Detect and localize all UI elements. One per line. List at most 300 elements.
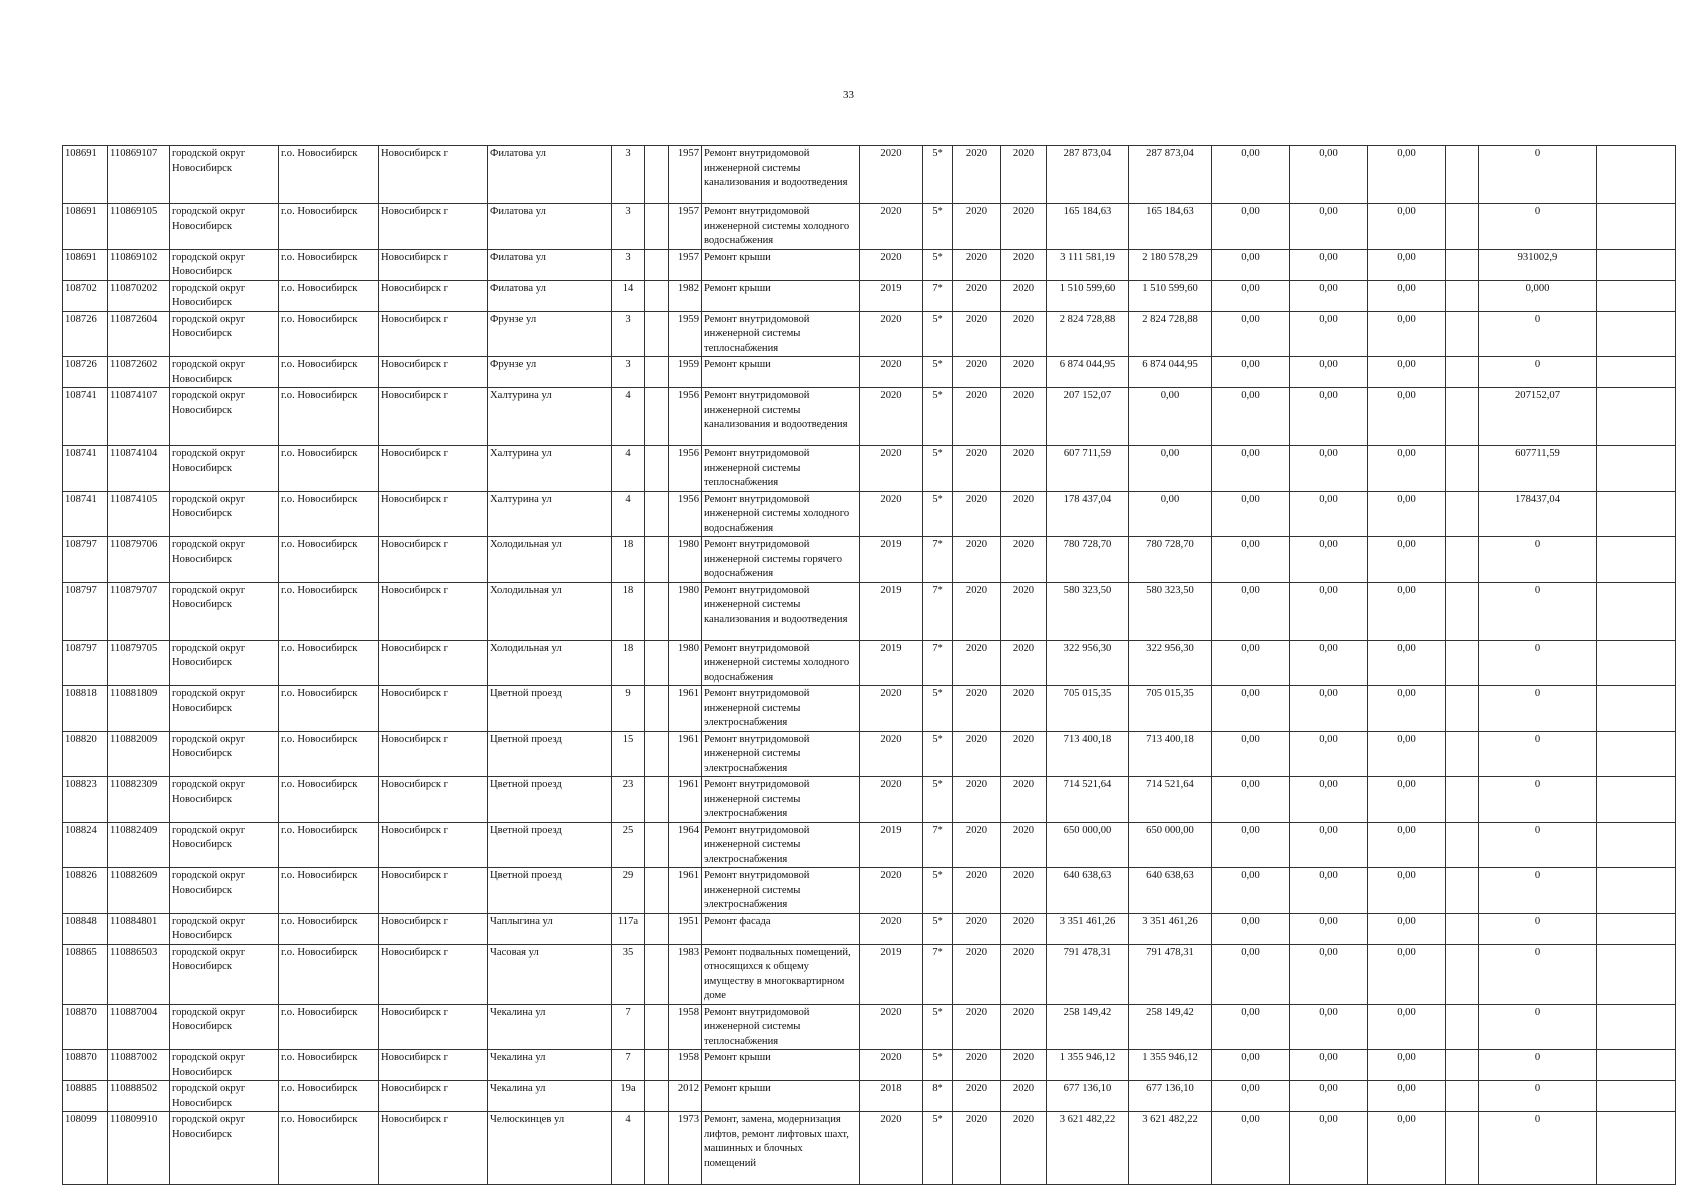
cell-category: 7* [923,537,953,583]
cell-regional-funds: 0,00 [1290,868,1368,914]
cell-total-cost: 713 400,18 [1047,731,1129,777]
cell-locality: Новосибирск г [379,582,488,640]
cell-owner-funds: 0 [1479,640,1597,686]
cell-building [645,311,669,357]
cell-year-built: 1961 [669,686,702,732]
cell-extra [1597,388,1676,446]
cell-locality: Новосибирск г [379,357,488,388]
cell-building [645,537,669,583]
cell-regional-funds: 0,00 [1290,537,1368,583]
cell-municipality: городской округ Новосибирск [170,582,279,640]
cell-plan-year: 2020 [860,777,923,823]
table-row [63,686,1676,732]
cell-year-built: 1964 [669,822,702,868]
cell-plan-year: 2019 [860,280,923,311]
cell-reserve [1446,777,1479,823]
cell-federal-funds: 0,00 [1212,249,1290,280]
cell-work-type: Ремонт внутридомовой инженерной системы холодного водоснабжения [702,204,860,250]
cell-fias-code: 108870 [63,1004,108,1050]
cell-house-number: 18 [612,640,645,686]
cell-end-year: 2020 [1001,249,1047,280]
cell-start-year: 2020 [953,280,1001,311]
cell-house-id: 110869102 [108,249,170,280]
cell-total-cost: 165 184,63 [1047,204,1129,250]
cell-house-id: 110879706 [108,537,170,583]
cell-work-type: Ремонт внутридомовой инженерной системы холодного водоснабжения [702,640,860,686]
table-row [63,204,1676,250]
cell-municipality: городской округ Новосибирск [170,731,279,777]
cell-total-cost: 1 355 946,12 [1047,1050,1129,1081]
cell-municipality: городской округ Новосибирск [170,777,279,823]
cell-plan-year: 2020 [860,357,923,388]
cell-federal-funds: 0,00 [1212,280,1290,311]
cell-federal-funds: 0,00 [1212,913,1290,944]
cell-building [645,146,669,204]
cell-building [645,731,669,777]
cell-work-type: Ремонт внутридомовой инженерной системы горячего водоснабжения [702,537,860,583]
cell-municipality: городской округ Новосибирск [170,357,279,388]
cell-locality: Новосибирск г [379,311,488,357]
cell-municipality: городской округ Новосибирск [170,822,279,868]
cell-local-funds: 0,00 [1368,1081,1446,1112]
cell-reserve [1446,311,1479,357]
cell-fias-code: 108870 [63,1050,108,1081]
cell-locality: Новосибирск г [379,446,488,492]
cell-year-built: 1957 [669,146,702,204]
cell-district: г.о. Новосибирск [279,388,379,446]
cell-house-id: 110874104 [108,446,170,492]
cell-district: г.о. Новосибирск [279,249,379,280]
cell-fund-cost: 2 180 578,29 [1129,249,1212,280]
cell-district: г.о. Новосибирск [279,311,379,357]
cell-street: Филатова ул [488,280,612,311]
cell-house-id: 110872602 [108,357,170,388]
cell-extra [1597,146,1676,204]
cell-street: Цветной проезд [488,868,612,914]
cell-fias-code: 108691 [63,204,108,250]
cell-extra [1597,944,1676,1004]
cell-fias-code: 108726 [63,357,108,388]
cell-end-year: 2020 [1001,311,1047,357]
cell-municipality: городской округ Новосибирск [170,146,279,204]
cell-house-number: 9 [612,686,645,732]
cell-plan-year: 2020 [860,388,923,446]
cell-local-funds: 0,00 [1368,446,1446,492]
cell-house-id: 110872604 [108,311,170,357]
cell-category: 5* [923,446,953,492]
cell-fias-code: 108823 [63,777,108,823]
cell-year-built: 1983 [669,944,702,1004]
cell-municipality: городской округ Новосибирск [170,280,279,311]
cell-plan-year: 2020 [860,1050,923,1081]
cell-building [645,822,669,868]
cell-category: 5* [923,491,953,537]
cell-reserve [1446,731,1479,777]
cell-start-year: 2020 [953,491,1001,537]
cell-locality: Новосибирск г [379,146,488,204]
cell-year-built: 1956 [669,491,702,537]
cell-municipality: городской округ Новосибирск [170,868,279,914]
cell-extra [1597,640,1676,686]
cell-municipality: городской округ Новосибирск [170,1081,279,1112]
cell-start-year: 2020 [953,582,1001,640]
cell-fias-code: 108848 [63,913,108,944]
cell-end-year: 2020 [1001,1081,1047,1112]
cell-house-number: 3 [612,249,645,280]
cell-house-id: 110882609 [108,868,170,914]
cell-house-number: 4 [612,1112,645,1185]
cell-category: 5* [923,388,953,446]
cell-locality: Новосибирск г [379,686,488,732]
cell-regional-funds: 0,00 [1290,1004,1368,1050]
table-row [63,582,1676,640]
cell-regional-funds: 0,00 [1290,913,1368,944]
cell-district: г.о. Новосибирск [279,1112,379,1185]
cell-building [645,944,669,1004]
table-row [63,640,1676,686]
cell-total-cost: 607 711,59 [1047,446,1129,492]
cell-reserve [1446,640,1479,686]
cell-total-cost: 6 874 044,95 [1047,357,1129,388]
cell-district: г.о. Новосибирск [279,1004,379,1050]
cell-owner-funds: 0 [1479,357,1597,388]
cell-local-funds: 0,00 [1368,686,1446,732]
cell-locality: Новосибирск г [379,731,488,777]
cell-municipality: городской округ Новосибирск [170,204,279,250]
cell-locality: Новосибирск г [379,944,488,1004]
cell-federal-funds: 0,00 [1212,491,1290,537]
cell-category: 5* [923,868,953,914]
cell-category: 7* [923,280,953,311]
cell-fias-code: 108797 [63,640,108,686]
cell-fund-cost: 705 015,35 [1129,686,1212,732]
cell-year-built: 1980 [669,640,702,686]
cell-extra [1597,582,1676,640]
cell-house-id: 110870202 [108,280,170,311]
cell-fund-cost: 165 184,63 [1129,204,1212,250]
cell-fias-code: 108691 [63,146,108,204]
cell-street: Цветной проезд [488,686,612,732]
cell-locality: Новосибирск г [379,913,488,944]
cell-fias-code: 108741 [63,446,108,492]
cell-fias-code: 108824 [63,822,108,868]
cell-local-funds: 0,00 [1368,913,1446,944]
cell-regional-funds: 0,00 [1290,1081,1368,1112]
cell-fias-code: 108691 [63,249,108,280]
cell-municipality: городской округ Новосибирск [170,1004,279,1050]
cell-local-funds: 0,00 [1368,868,1446,914]
cell-street: Холодильная ул [488,582,612,640]
cell-reserve [1446,868,1479,914]
cell-plan-year: 2019 [860,640,923,686]
cell-local-funds: 0,00 [1368,491,1446,537]
cell-building [645,868,669,914]
cell-start-year: 2020 [953,357,1001,388]
cell-work-type: Ремонт крыши [702,280,860,311]
cell-end-year: 2020 [1001,357,1047,388]
cell-year-built: 1980 [669,537,702,583]
repair-register-table [62,145,1676,1185]
cell-fias-code: 108885 [63,1081,108,1112]
cell-street: Филатова ул [488,249,612,280]
cell-work-type: Ремонт внутридомовой инженерной системы холодного водоснабжения [702,491,860,537]
cell-year-built: 1951 [669,913,702,944]
cell-start-year: 2020 [953,537,1001,583]
cell-fund-cost: 3 351 461,26 [1129,913,1212,944]
cell-federal-funds: 0,00 [1212,446,1290,492]
cell-house-number: 4 [612,388,645,446]
table-row [63,1004,1676,1050]
cell-local-funds: 0,00 [1368,357,1446,388]
cell-fund-cost: 287 873,04 [1129,146,1212,204]
table-row [63,311,1676,357]
cell-regional-funds: 0,00 [1290,446,1368,492]
cell-house-id: 110881809 [108,686,170,732]
cell-plan-year: 2020 [860,913,923,944]
cell-year-built: 1959 [669,357,702,388]
cell-fund-cost: 713 400,18 [1129,731,1212,777]
cell-category: 8* [923,1081,953,1112]
cell-local-funds: 0,00 [1368,204,1446,250]
table-row [63,913,1676,944]
cell-municipality: городской округ Новосибирск [170,1050,279,1081]
cell-fund-cost: 640 638,63 [1129,868,1212,914]
cell-year-built: 1957 [669,249,702,280]
cell-local-funds: 0,00 [1368,1050,1446,1081]
cell-local-funds: 0,00 [1368,388,1446,446]
cell-fund-cost: 6 874 044,95 [1129,357,1212,388]
cell-total-cost: 640 638,63 [1047,868,1129,914]
cell-total-cost: 3 621 482,22 [1047,1112,1129,1185]
cell-house-number: 35 [612,944,645,1004]
cell-federal-funds: 0,00 [1212,1112,1290,1185]
cell-fias-code: 108818 [63,686,108,732]
cell-year-built: 1961 [669,731,702,777]
cell-owner-funds: 0 [1479,686,1597,732]
cell-locality: Новосибирск г [379,822,488,868]
cell-fund-cost: 791 478,31 [1129,944,1212,1004]
cell-plan-year: 2020 [860,731,923,777]
cell-street: Цветной проезд [488,822,612,868]
cell-house-number: 3 [612,146,645,204]
cell-fund-cost: 322 956,30 [1129,640,1212,686]
cell-work-type: Ремонт внутридомовой инженерной системы теплоснабжения [702,311,860,357]
cell-end-year: 2020 [1001,822,1047,868]
cell-building [645,446,669,492]
cell-district: г.о. Новосибирск [279,913,379,944]
table-row [63,777,1676,823]
cell-start-year: 2020 [953,822,1001,868]
cell-regional-funds: 0,00 [1290,1112,1368,1185]
cell-municipality: городской округ Новосибирск [170,311,279,357]
cell-fund-cost: 1 355 946,12 [1129,1050,1212,1081]
cell-reserve [1446,1050,1479,1081]
cell-extra [1597,446,1676,492]
cell-work-type: Ремонт внутридомовой инженерной системы канализования и водоотведения [702,146,860,204]
cell-end-year: 2020 [1001,491,1047,537]
cell-regional-funds: 0,00 [1290,944,1368,1004]
cell-street: Чекалина ул [488,1050,612,1081]
cell-regional-funds: 0,00 [1290,280,1368,311]
cell-total-cost: 2 824 728,88 [1047,311,1129,357]
cell-fias-code: 108741 [63,388,108,446]
cell-building [645,640,669,686]
cell-category: 5* [923,1004,953,1050]
cell-street: Холодильная ул [488,537,612,583]
cell-house-number: 3 [612,311,645,357]
cell-district: г.о. Новосибирск [279,357,379,388]
cell-municipality: городской округ Новосибирск [170,1112,279,1185]
cell-extra [1597,357,1676,388]
cell-street: Цветной проезд [488,731,612,777]
cell-district: г.о. Новосибирск [279,280,379,311]
cell-fund-cost: 0,00 [1129,491,1212,537]
cell-building [645,1050,669,1081]
cell-municipality: городской округ Новосибирск [170,388,279,446]
cell-category: 5* [923,777,953,823]
cell-plan-year: 2020 [860,146,923,204]
cell-locality: Новосибирск г [379,868,488,914]
cell-start-year: 2020 [953,868,1001,914]
cell-category: 7* [923,822,953,868]
cell-owner-funds: 0 [1479,868,1597,914]
cell-district: г.о. Новосибирск [279,777,379,823]
cell-district: г.о. Новосибирск [279,1081,379,1112]
cell-building [645,582,669,640]
cell-plan-year: 2018 [860,1081,923,1112]
cell-owner-funds: 0 [1479,944,1597,1004]
cell-start-year: 2020 [953,686,1001,732]
cell-street: Халтурина ул [488,446,612,492]
cell-locality: Новосибирск г [379,1112,488,1185]
table-row [63,446,1676,492]
cell-house-number: 3 [612,357,645,388]
cell-district: г.о. Новосибирск [279,446,379,492]
cell-street: Чекалина ул [488,1004,612,1050]
cell-federal-funds: 0,00 [1212,1081,1290,1112]
cell-total-cost: 791 478,31 [1047,944,1129,1004]
cell-year-built: 1956 [669,388,702,446]
cell-fund-cost: 0,00 [1129,446,1212,492]
cell-end-year: 2020 [1001,388,1047,446]
table-row [63,1050,1676,1081]
cell-plan-year: 2020 [860,1112,923,1185]
cell-regional-funds: 0,00 [1290,1050,1368,1081]
cell-local-funds: 0,00 [1368,1004,1446,1050]
cell-house-number: 7 [612,1004,645,1050]
cell-fund-cost: 780 728,70 [1129,537,1212,583]
cell-house-id: 110879705 [108,640,170,686]
cell-work-type: Ремонт внутридомовой инженерной системы теплоснабжения [702,446,860,492]
cell-year-built: 1961 [669,868,702,914]
cell-year-built: 1959 [669,311,702,357]
cell-regional-funds: 0,00 [1290,822,1368,868]
cell-building [645,388,669,446]
cell-house-number: 25 [612,822,645,868]
cell-regional-funds: 0,00 [1290,777,1368,823]
table-row [63,491,1676,537]
cell-extra [1597,1081,1676,1112]
cell-work-type: Ремонт внутридомовой инженерной системы канализования и водоотведения [702,582,860,640]
cell-locality: Новосибирск г [379,1004,488,1050]
cell-extra [1597,249,1676,280]
cell-category: 5* [923,357,953,388]
cell-locality: Новосибирск г [379,204,488,250]
cell-street: Филатова ул [488,146,612,204]
cell-fund-cost: 650 000,00 [1129,822,1212,868]
cell-extra [1597,280,1676,311]
cell-total-cost: 287 873,04 [1047,146,1129,204]
table-row [63,868,1676,914]
cell-owner-funds: 0 [1479,537,1597,583]
cell-locality: Новосибирск г [379,537,488,583]
cell-building [645,280,669,311]
cell-work-type: Ремонт фасада [702,913,860,944]
cell-year-built: 2012 [669,1081,702,1112]
cell-house-id: 110869107 [108,146,170,204]
cell-building [645,686,669,732]
cell-house-number: 18 [612,537,645,583]
cell-district: г.о. Новосибирск [279,537,379,583]
cell-house-id: 110874105 [108,491,170,537]
cell-total-cost: 780 728,70 [1047,537,1129,583]
cell-total-cost: 3 111 581,19 [1047,249,1129,280]
cell-street: Фрунзе ул [488,311,612,357]
cell-reserve [1446,491,1479,537]
cell-category: 5* [923,731,953,777]
cell-owner-funds: 0 [1479,1112,1597,1185]
cell-local-funds: 0,00 [1368,311,1446,357]
cell-start-year: 2020 [953,731,1001,777]
cell-fund-cost: 2 824 728,88 [1129,311,1212,357]
cell-local-funds: 0,00 [1368,944,1446,1004]
cell-fias-code: 108865 [63,944,108,1004]
cell-district: г.о. Новосибирск [279,146,379,204]
cell-local-funds: 0,00 [1368,537,1446,583]
cell-fund-cost: 714 521,64 [1129,777,1212,823]
cell-category: 7* [923,582,953,640]
cell-owner-funds: 0 [1479,1050,1597,1081]
cell-municipality: городской округ Новосибирск [170,686,279,732]
cell-plan-year: 2020 [860,1004,923,1050]
cell-reserve [1446,280,1479,311]
cell-owner-funds: 0 [1479,913,1597,944]
cell-fund-cost: 0,00 [1129,388,1212,446]
cell-federal-funds: 0,00 [1212,357,1290,388]
cell-regional-funds: 0,00 [1290,204,1368,250]
cell-work-type: Ремонт внутридомовой инженерной системы электроснабжения [702,731,860,777]
cell-building [645,491,669,537]
cell-work-type: Ремонт крыши [702,357,860,388]
cell-plan-year: 2019 [860,537,923,583]
cell-reserve [1446,1004,1479,1050]
cell-municipality: городской округ Новосибирск [170,446,279,492]
cell-owner-funds: 207152,07 [1479,388,1597,446]
cell-category: 5* [923,146,953,204]
cell-federal-funds: 0,00 [1212,146,1290,204]
cell-building [645,913,669,944]
cell-start-year: 2020 [953,204,1001,250]
cell-federal-funds: 0,00 [1212,944,1290,1004]
page-number: 33 [843,89,854,101]
cell-total-cost: 714 521,64 [1047,777,1129,823]
cell-building [645,249,669,280]
cell-year-built: 1961 [669,777,702,823]
cell-reserve [1446,146,1479,204]
cell-fias-code: 108741 [63,491,108,537]
cell-work-type: Ремонт внутридомовой инженерной системы теплоснабжения [702,1004,860,1050]
cell-district: г.о. Новосибирск [279,944,379,1004]
